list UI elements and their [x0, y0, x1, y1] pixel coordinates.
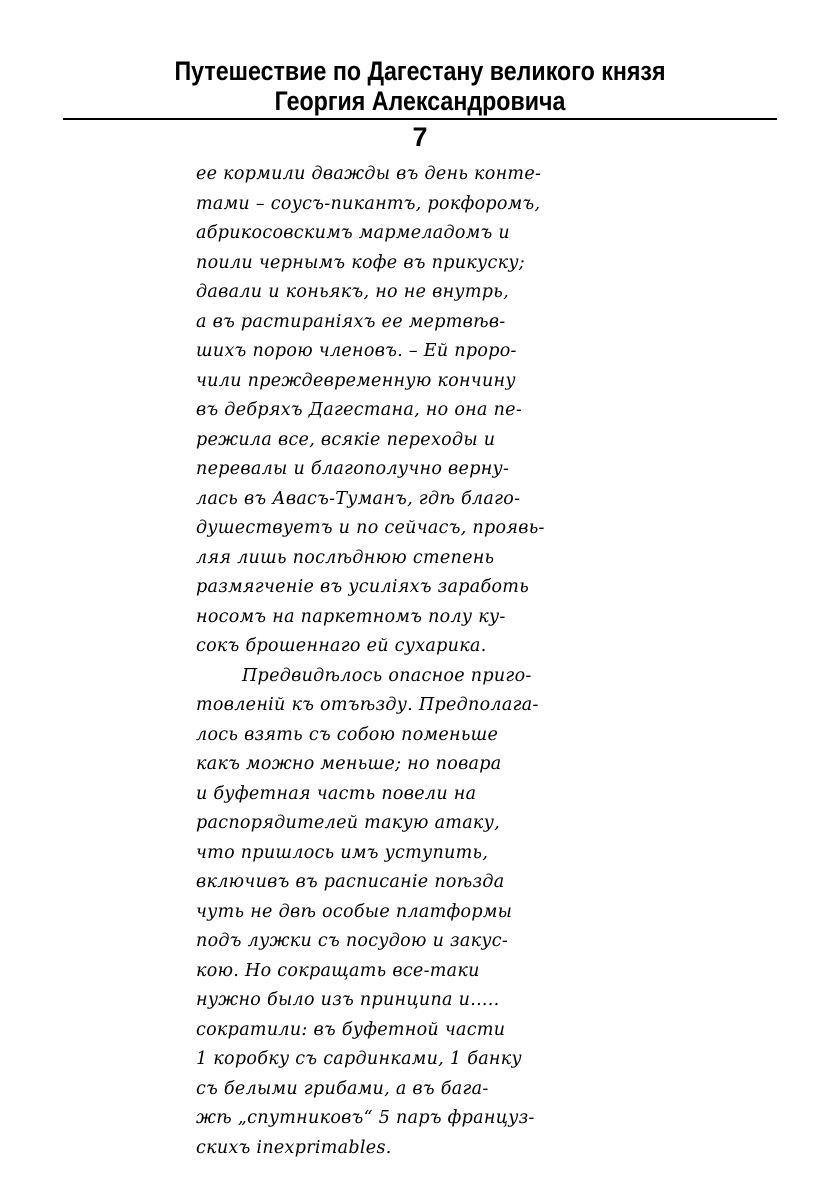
manuscript-line: душествуетъ и по сейчасъ, проявь- — [196, 518, 545, 538]
manuscript-line: товленiй къ отъѣзду. Предполага- — [196, 695, 539, 715]
manuscript-line: нужно было изъ принципа и..... — [196, 990, 500, 1010]
manuscript-line: носомъ на паркетномъ полу ку- — [196, 606, 506, 627]
book-title-line-1: Путешествие по Дагестану великого князя — [174, 56, 666, 86]
manuscript-line: шихъ порою членовъ. – Ей проро- — [196, 341, 517, 361]
manuscript-line: лась въ Авасъ-Туманъ, гдѣ благо- — [196, 488, 521, 509]
handwritten-manuscript — [196, 160, 626, 1163]
page-number: 7 — [412, 122, 428, 152]
manuscript-line: лось взять съ собою поменьше — [196, 724, 499, 745]
manuscript-line: сокъ брошеннаго ей сухарика. — [196, 636, 487, 656]
manuscript-line: съ белыми грибами, а въ бага- — [196, 1078, 489, 1099]
manuscript-line: скихъ inexprimables. — [196, 1137, 392, 1158]
manuscript-line: распорядителей такую атаку, — [196, 813, 501, 833]
manuscript-line: сократили: въ буфетной части — [196, 1019, 506, 1040]
manuscript-line: ляя лишь послѣднюю степень — [196, 547, 495, 568]
manuscript-line: какъ можно меньше; но повара — [196, 754, 502, 774]
manuscript-line: жѣ „спутниковъ“ 5 паръ француз- — [196, 1108, 535, 1128]
manuscript-line: что пришлось имъ уступить, — [196, 842, 489, 863]
manuscript-line: включивъ въ расписанiе поѣзда — [196, 872, 505, 892]
manuscript-line: поили чернымъ кофе въ прикуску; — [196, 252, 525, 273]
manuscript-line: 1 коробку съ сардинками, 1 банку — [196, 1049, 522, 1069]
manuscript-line: а въ растиранiяхъ ее мертвѣв- — [196, 311, 506, 332]
manuscript-line: размягченiе въ усилiяхъ заработь — [196, 577, 530, 597]
manuscript-line: и буфетная часть повели на — [196, 783, 477, 804]
book-title-line-2: Георгия Александровича — [274, 86, 566, 116]
manuscript-line: въ дебряхъ Дагестана, но она пе- — [196, 400, 523, 420]
manuscript-line: давали и коньякъ, но не внутрь, — [196, 282, 509, 302]
manuscript-line: тами – соусъ-пикантъ, рокфоромъ, — [196, 193, 541, 214]
manuscript-line: перевалы и благополучно верну- — [196, 459, 510, 479]
manuscript-line: кою. Но сокращать все-таки — [196, 960, 480, 981]
book-title — [59, 56, 781, 116]
manuscript-line: подъ лужки съ посудою и закус- — [196, 931, 509, 951]
manuscript-line: чуть не двѣ особые платформы — [196, 901, 513, 922]
manuscript-line: абрикосовскимъ мармеладомъ и — [196, 223, 510, 243]
manuscript-line: чили преждевременную кончину — [196, 370, 516, 391]
manuscript-line: ее кормили дважды въ день конте- — [196, 164, 542, 184]
manuscript-paragraph-start: Предвидѣлось опасное приго- — [242, 665, 532, 686]
header-divider — [63, 118, 777, 120]
manuscript-line: режила все, всякiе переходы и — [196, 429, 496, 450]
